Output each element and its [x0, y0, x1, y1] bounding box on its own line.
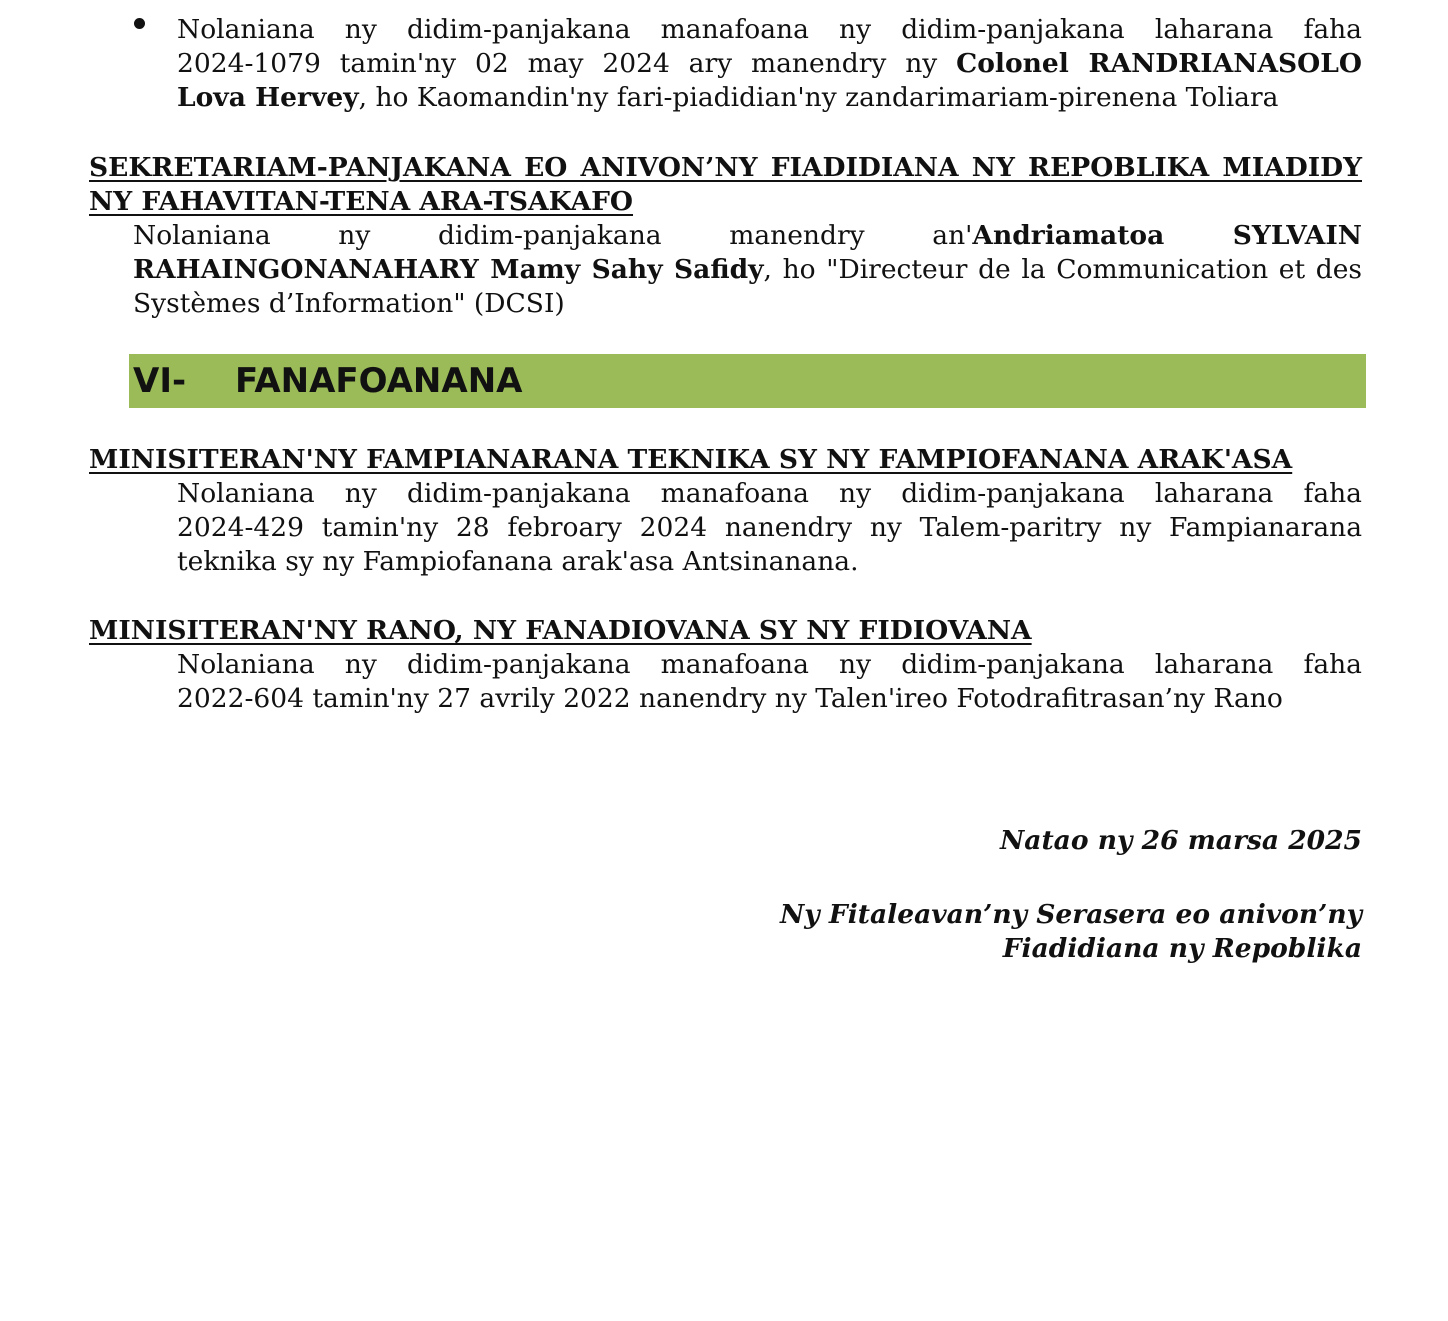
technical-ministry-paragraph: [177, 477, 1362, 579]
bullet-icon: [134, 18, 145, 29]
technical-ministry-heading: [89, 443, 1292, 477]
text-line: 2024-429 tamin'ny 28 febroary 2024 nanendry ny Talem-paritry ny Fampianarana: [177, 512, 1362, 543]
text-line: Nolaniana ny didim-panjakana manafoana ny didim-panjakana laharana faha: [177, 649, 1362, 680]
signature-title: [780, 898, 1362, 966]
signature-title-line: Ny Fitaleavan’ny Serasera eo anivon’ny: [780, 899, 1362, 930]
heading-line: NY FAHAVITAN-TENA ARA-TSAKAFO: [89, 186, 634, 217]
text-line: [177, 81, 1362, 115]
section-header-bar: [129, 354, 1366, 408]
person-name-bold: Andriamatoa SYLVAIN: [972, 220, 1362, 251]
heading-line: SEKRETARIAM-PANJAKANA EO ANIVON’NY FIADIDIANA NY REPOBLIKA MIADIDY: [89, 152, 1362, 183]
text-span: 2024-1079 tamin'ny 02 may 2024 ary manendry ny: [177, 48, 957, 79]
secretariat-heading: [89, 151, 1362, 219]
person-name-bold: Lova Hervey: [177, 82, 359, 113]
heading-line: MINISITERAN'NY RANO, NY FANADIOVANA SY NY FIDIOVANA: [89, 615, 1032, 646]
text-line: Nolaniana ny didim-panjakana manafoana ny didim-panjakana laharana faha: [177, 478, 1362, 509]
heading-line: MINISITERAN'NY FAMPIANARANA TEKNIKA SY NY FAMPIOFANANA ARAK'ASA: [89, 444, 1293, 475]
text-line: [133, 219, 1362, 253]
text-span: , ho "Directeur de la Communication et des: [763, 254, 1362, 285]
text-line: 2022-604 tamin'ny 27 avrily 2022 nanendry ny Talen'ireo Fotodrafitrasan’ny Rano: [177, 683, 1283, 714]
text-span: Nolaniana ny didim-panjakana manendry an': [133, 220, 973, 251]
section-title: FANAFOANANA: [235, 361, 523, 401]
section-number: VI-: [133, 361, 187, 401]
text-span: , ho Kaomandin'ny fari-piadidian'ny zandarimariam-pirenena Toliara: [358, 82, 1279, 113]
secretariat-paragraph: [133, 219, 1362, 321]
person-name-bold: Colonel RANDRIANASOLO: [956, 48, 1362, 79]
text-line: teknika sy ny Fampiofanana arak'asa Antsinanana.: [177, 546, 859, 577]
water-ministry-paragraph: [177, 648, 1362, 716]
person-name-bold: RAHAINGONANAHARY Mamy Sahy Safidy: [133, 254, 764, 285]
text-line: [133, 253, 1362, 287]
text-line: [177, 47, 1362, 81]
bullet-paragraph: [177, 13, 1362, 115]
signature-date: Natao ny 26 marsa 2025: [1000, 825, 1362, 856]
text-line: Nolaniana ny didim-panjakana manafoana ny didim-panjakana laharana faha: [177, 14, 1362, 45]
water-ministry-heading: [89, 614, 1032, 648]
text-line: Systèmes d’Information" (DCSI): [133, 288, 565, 319]
signature-title-line: Fiadidiana ny Repoblika: [1002, 933, 1362, 964]
